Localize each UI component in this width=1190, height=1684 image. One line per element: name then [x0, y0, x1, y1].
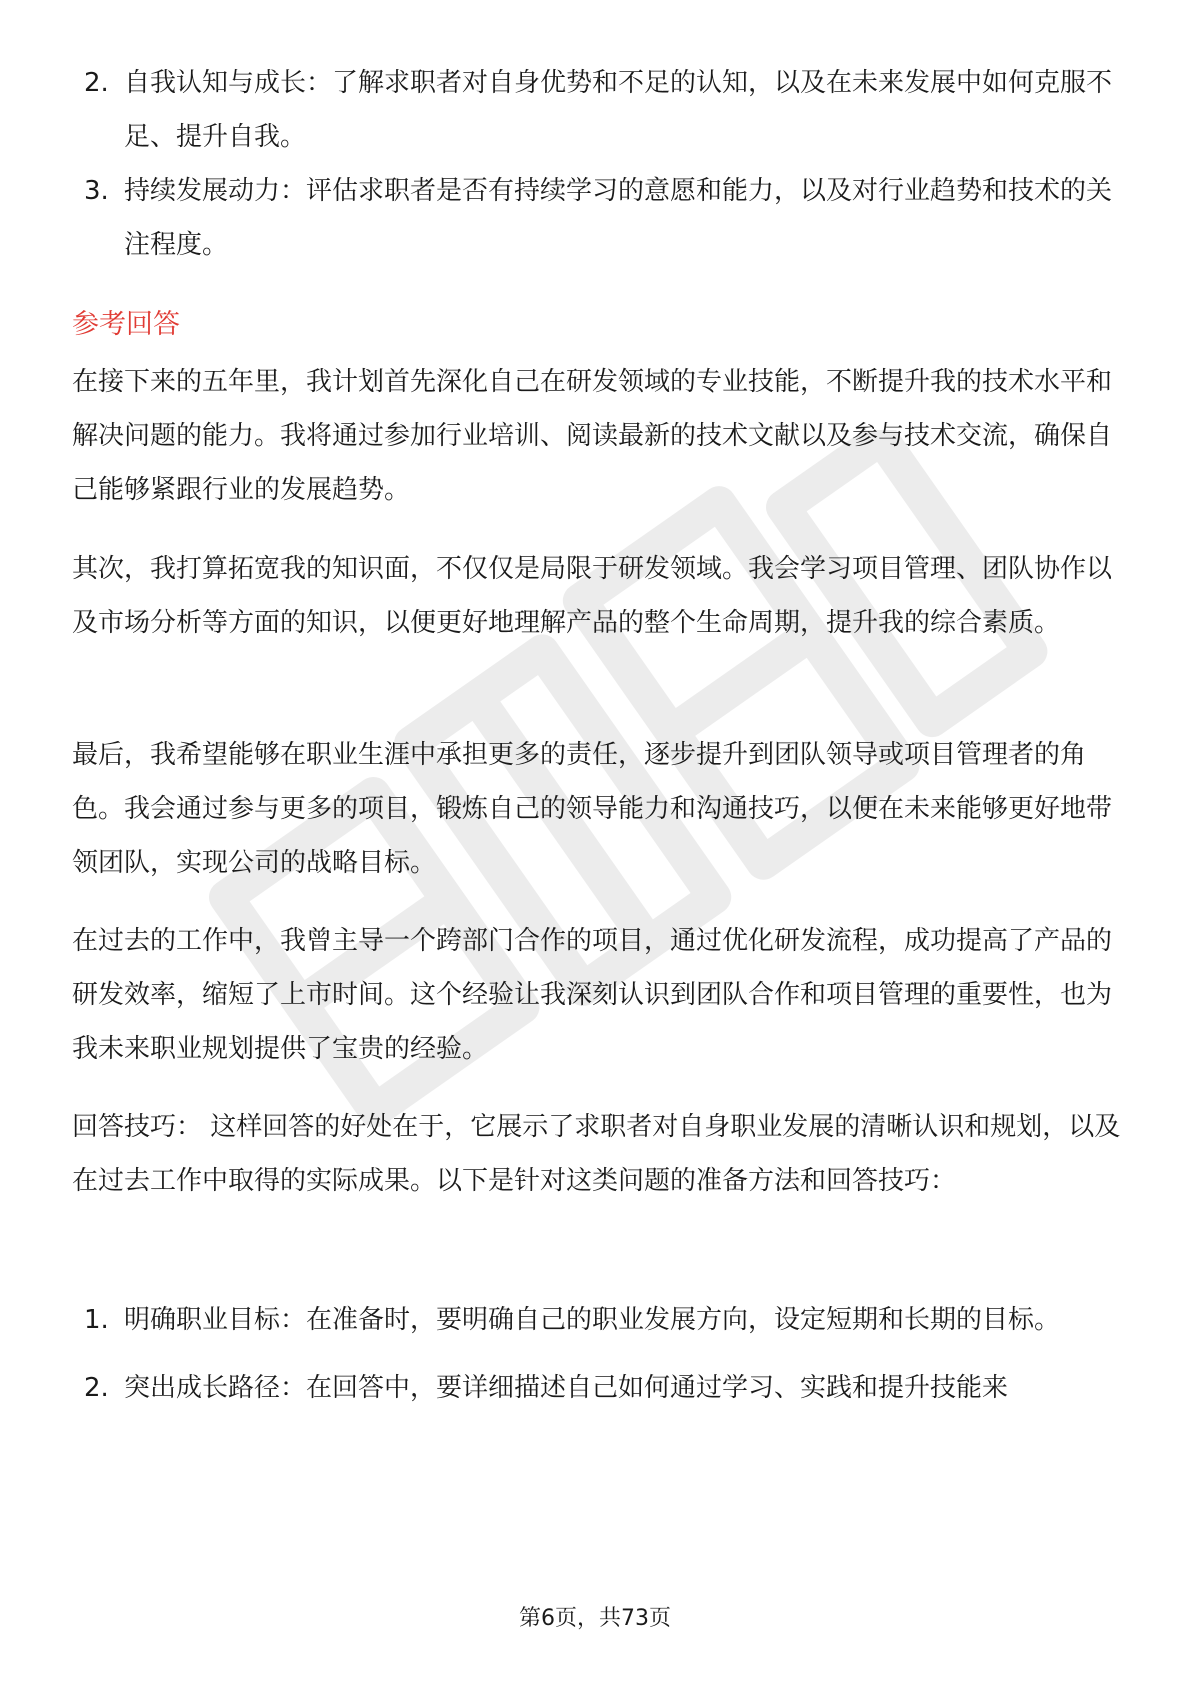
section-title: 参考回答 [72, 309, 180, 340]
list-item [84, 56, 1124, 164]
tips-paragraph: 回答技巧： 这样回答的好处在于，它展示了求职者对自身职业发展的清晰认识和规划，以及在过去工作中取得的实际成果。以下是针对这类问题的准备方法和回答技巧： [72, 1112, 1121, 1196]
list-number: 2. [84, 68, 109, 98]
list-number: 1. [84, 1305, 109, 1335]
list-number: 2. [84, 1373, 109, 1403]
list-item-text: 明确职业目标：在准备时，要明确自己的职业发展方向，设定短期和长期的目标。 [124, 1305, 1061, 1335]
criteria-list [84, 56, 1124, 272]
list-item [84, 164, 1124, 272]
tips-list [84, 1293, 1124, 1415]
answer-paragraph: 在接下来的五年里，我计划首先深化自己在研发领域的专业技能，不断提升我的技术水平和解决问题的能力。我将通过参加行业培训、阅读最新的技术文献以及参与技术交流，确保自己能够紧跟行业的发展趋势。 [72, 367, 1113, 505]
list-item-text: 自我认知与成长：了解求职者对自身优势和不足的认知，以及在未来发展中如何克服不足、提升自我。 [124, 68, 1113, 152]
answer-paragraph: 最后，我希望能够在职业生涯中承担更多的责任，逐步提升到团队领导或项目管理者的角色。我会通过参与更多的项目，锻炼自己的领导能力和沟通技巧，以便在未来能够更好地带领团队，实现公司的战略目标。 [72, 740, 1113, 878]
page-footer: 第6页，共73页 [519, 1606, 671, 1631]
answer-paragraph: 其次，我打算拓宽我的知识面，不仅仅是局限于研发领域。我会学习项目管理、团队协作以及市场分析等方面的知识，以便更好地理解产品的整个生命周期，提升我的综合素质。 [72, 554, 1113, 638]
list-item-text: 持续发展动力：评估求职者是否有持续学习的意愿和能力，以及对行业趋势和技术的关注程度。 [124, 176, 1113, 260]
list-number: 3. [84, 176, 109, 206]
list-item [84, 1361, 1124, 1415]
list-item [84, 1293, 1124, 1347]
list-item-text: 突出成长路径：在回答中，要详细描述自己如何通过学习、实践和提升技能来 [124, 1373, 1009, 1403]
answer-paragraph: 在过去的工作中，我曾主导一个跨部门合作的项目，通过优化研发流程，成功提高了产品的研发效率，缩短了上市时间。这个经验让我深刻认识到团队合作和项目管理的重要性，也为我未来职业规划提供了宝贵的经验。 [72, 926, 1113, 1064]
